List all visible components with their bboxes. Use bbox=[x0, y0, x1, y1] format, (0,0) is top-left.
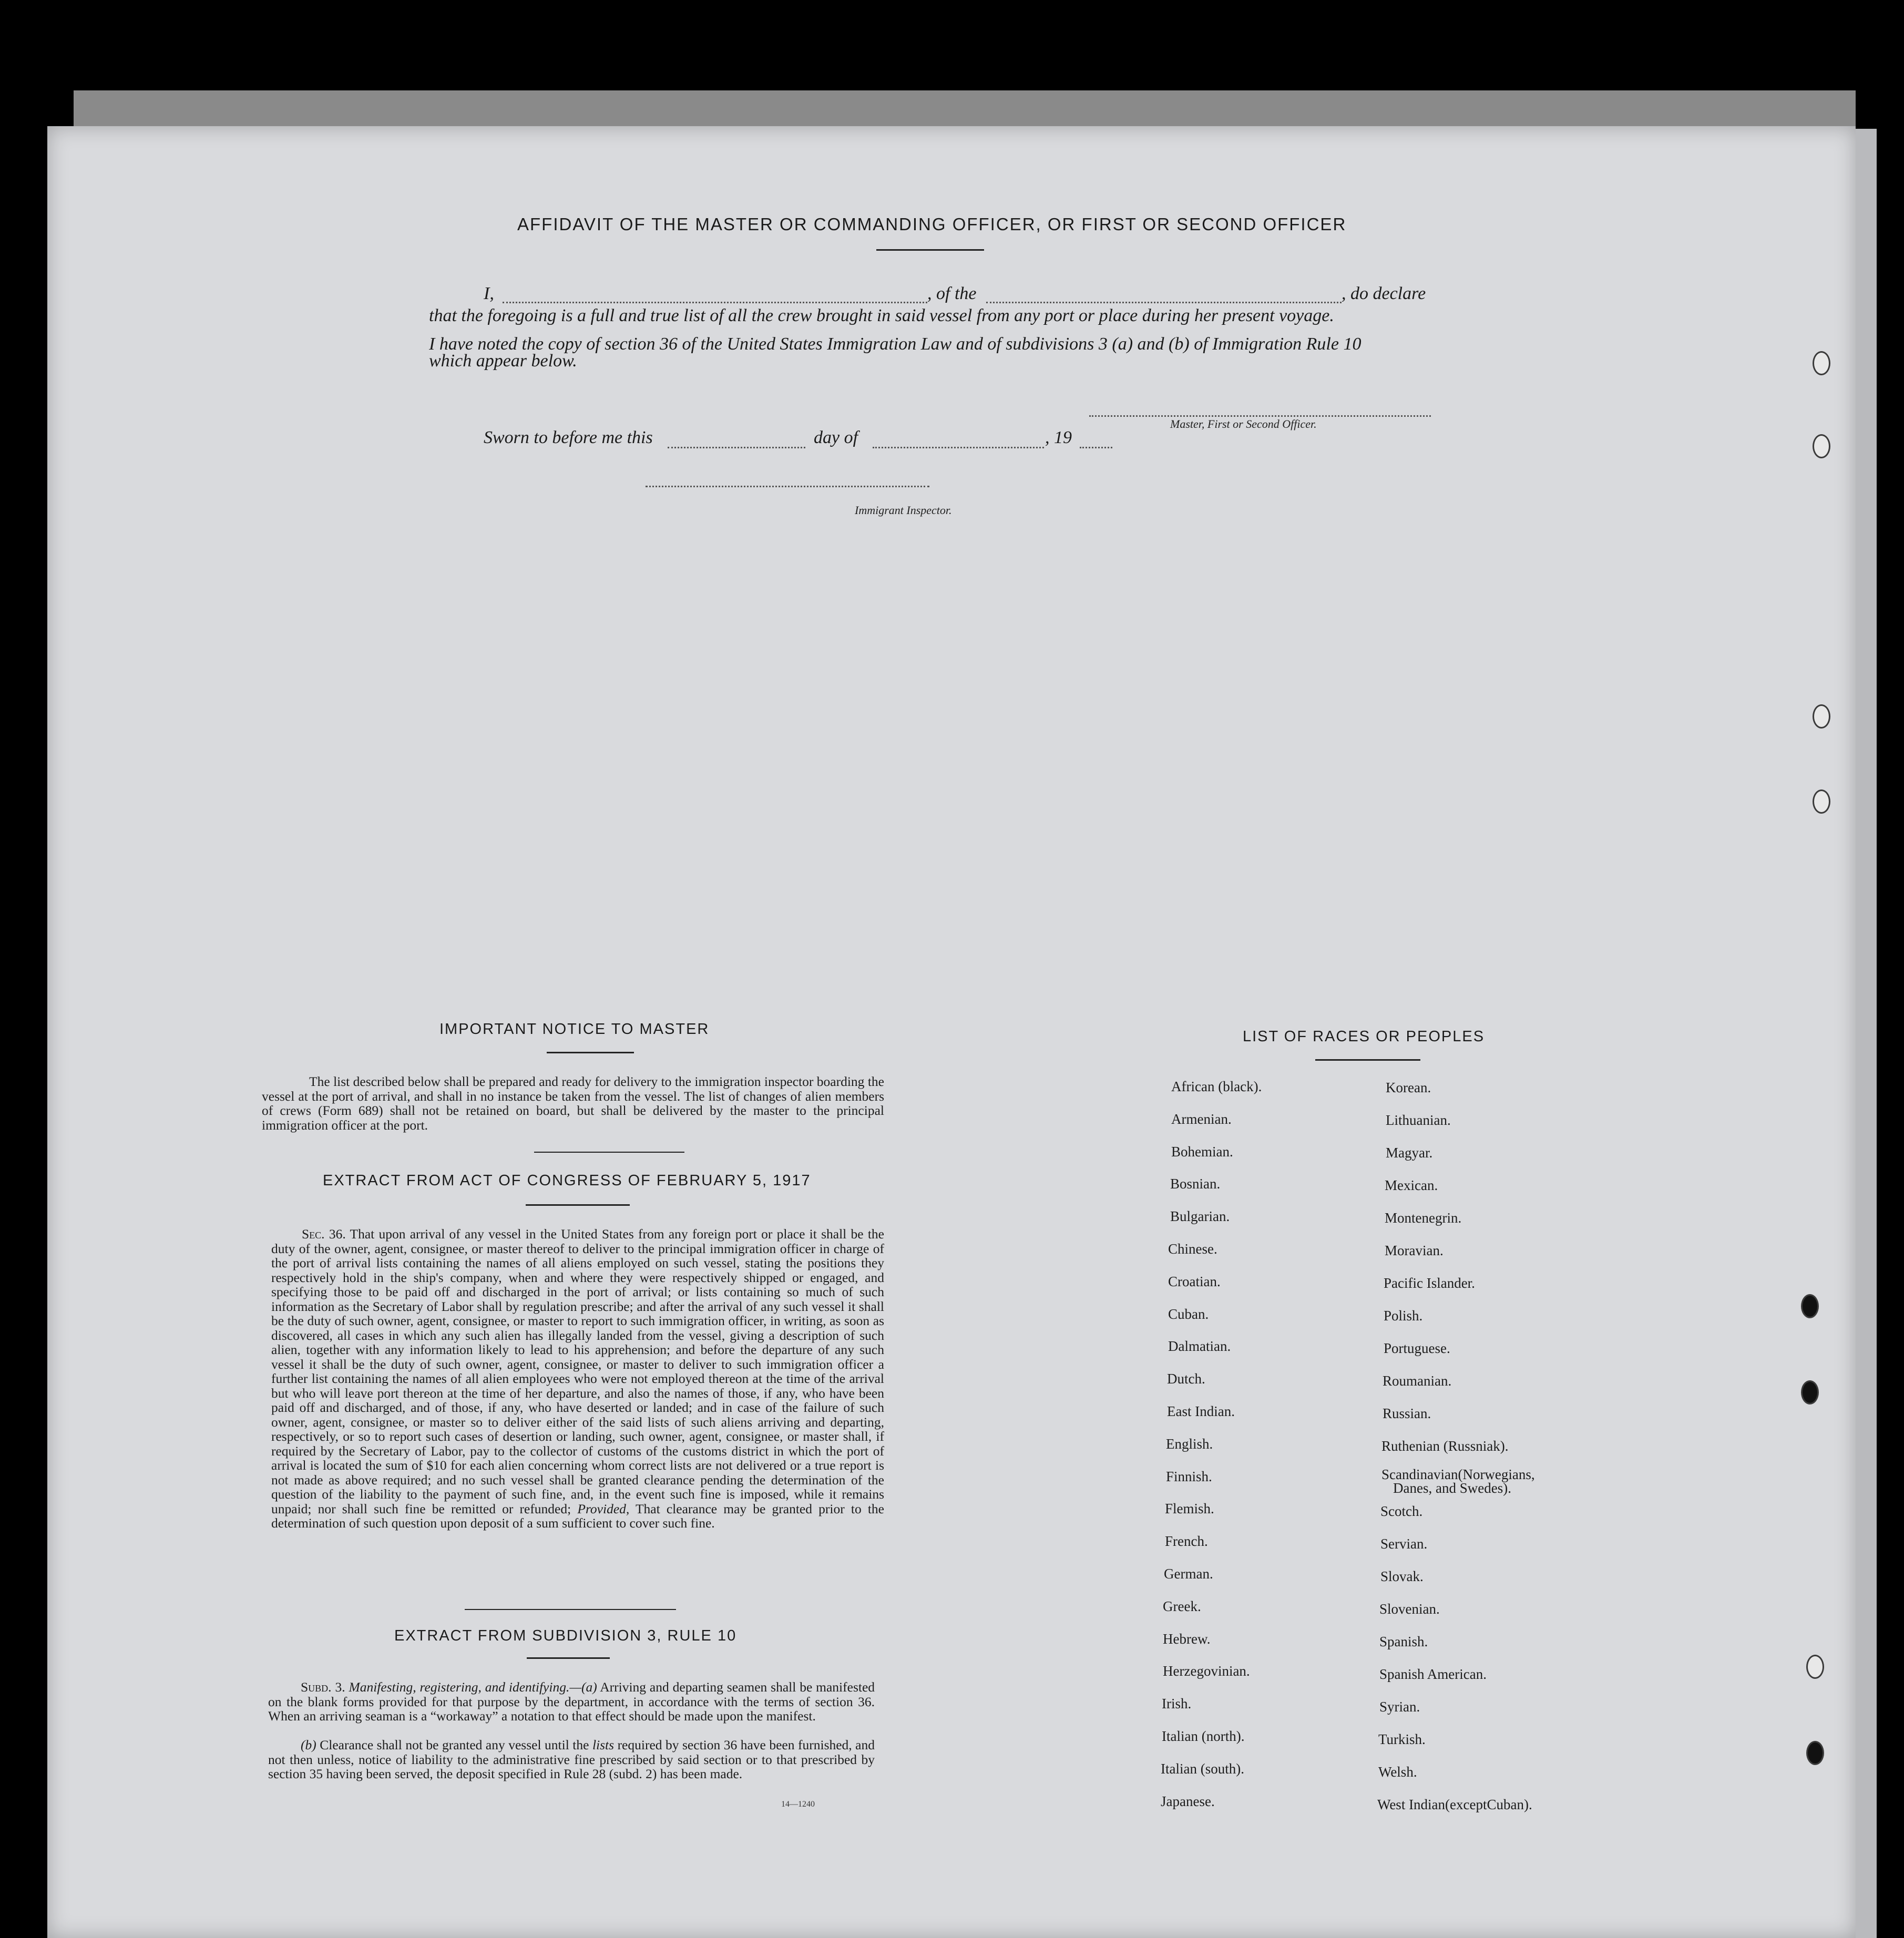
race-item: African (black). bbox=[1171, 1079, 1262, 1094]
race-item: Mexican. bbox=[1385, 1177, 1438, 1193]
race-item: Bohemian. bbox=[1171, 1144, 1233, 1160]
race-item: Slovak. bbox=[1380, 1568, 1424, 1584]
sworn-year: , 19 bbox=[1045, 428, 1072, 447]
race-item: Croatian. bbox=[1168, 1274, 1221, 1289]
rule-para-a bbox=[268, 1680, 875, 1724]
race-item: Moravian. bbox=[1385, 1243, 1444, 1258]
affidavit-line-4: which appear below. bbox=[429, 351, 577, 371]
race-item: Spanish. bbox=[1379, 1634, 1428, 1649]
races-underline bbox=[1315, 1059, 1420, 1061]
race-item: Italian (north). bbox=[1162, 1728, 1245, 1744]
race-item: Slovenian. bbox=[1379, 1601, 1440, 1617]
race-item: Montenegrin. bbox=[1385, 1210, 1462, 1226]
binder-hole bbox=[1813, 351, 1830, 375]
sec-36-text: That upon arrival of any vessel in the United States from any foreign port or place it shall be the duty of the owner, agent, consignee, or master thereof to deliver to the principal immigration officer in charge of the port of arrival lists containing the names of all aliens employed on such vessel, stating the positions they respectively hold in the ship's company, when and where they were respectively shipped or engaged, and specifying those to be paid off and discharged in the port of arrival; or lists containing so much of such information as the Secretary of Labor shall by regulation prescribe; and after the arrival of any such vessel it shall be the duty of such owner, agent, consignee, or master to report to such immigration officer, in writing, as soon as discovered, all cases in which any such alien has illegally landed from the vessel, giving a description of such alien, together with any information likely to lead to his apprehension; and before the departure of any such vessel it shall be the duty of such owner, agent, consignee, or master to deliver to such immigration officer a further list containing the names of all alien employees who were not employed thereon at the time of the arrival but who will leave port thereon at the time of her departure, and also the names of those, if any, who have been paid off and discharged, and of those, if any, who have deserted or landed; and in case of the failure of such owner, agent, consignee, or master so to deliver either of the said lists of such aliens arriving and departing, respectively, or so to report such cases of desertion or landing, such owner, agent, consignee, or master shall, if required by the Secretary of Labor, pay to the collector of customs of the customs district in which the port of arrival is located the sum of $10 for each alien concerning whom correct lists are not delivered or a true report is not made as above required; and no such vessel shall be granted clearance pending the determination of the question of the liability to the payment of such fine, and, in the event such fine is imposed, while it remains unpaid; nor shall such fine be remitted or refunded; bbox=[271, 1226, 884, 1516]
race-item: Servian. bbox=[1380, 1536, 1428, 1552]
race-item: Bulgarian. bbox=[1170, 1208, 1230, 1224]
race-item: Scotch. bbox=[1380, 1503, 1423, 1519]
race-item: Lithuanian. bbox=[1386, 1112, 1451, 1128]
race-item: Finnish. bbox=[1166, 1469, 1212, 1484]
sec-label: Sec. 36. bbox=[302, 1226, 346, 1242]
rule-para-b bbox=[268, 1738, 875, 1781]
race-item: Spanish American. bbox=[1379, 1666, 1487, 1682]
section-divider bbox=[534, 1152, 684, 1153]
race-item: Chinese. bbox=[1168, 1241, 1217, 1257]
document-sheet bbox=[47, 126, 1856, 1938]
race-item: Turkish. bbox=[1378, 1731, 1426, 1747]
race-item: Japanese. bbox=[1161, 1793, 1215, 1809]
para-b-text-2: required by section 36 have been furnished, and not then unless, notice of liability to the administrative fine prescribed by said section or to that prescribed by section 35 having been served, the deposit specified in Rule 28 (subd. 2) has been made. bbox=[268, 1737, 875, 1781]
race-item: Irish. bbox=[1162, 1696, 1192, 1711]
provided-text: That clearance may be granted prior to the determination of such question upon deposit of a sum sufficient to cover such fine. bbox=[271, 1501, 884, 1531]
sworn-day-of: day of bbox=[814, 428, 858, 447]
race-item: Welsh. bbox=[1378, 1764, 1417, 1780]
rule-underline bbox=[527, 1657, 610, 1659]
sheet-right-edge bbox=[1856, 129, 1877, 1938]
notice-underline bbox=[547, 1052, 634, 1053]
binder-hole bbox=[1806, 1655, 1824, 1679]
race-item: Danes, and Swedes). bbox=[1393, 1480, 1511, 1496]
vessel-blank[interactable] bbox=[986, 302, 1342, 303]
subd-heading: Manifesting, registering, and identifying.—(a) bbox=[349, 1679, 597, 1695]
race-item: Magyar. bbox=[1386, 1145, 1433, 1161]
race-item: East Indian. bbox=[1167, 1403, 1235, 1419]
race-item: Russian. bbox=[1383, 1406, 1431, 1421]
form-number: 14—1240 bbox=[781, 1800, 815, 1809]
race-item: Greek. bbox=[1163, 1598, 1201, 1614]
subd-label: Subd. 3. bbox=[301, 1679, 345, 1695]
affidavit-line-3: I have noted the copy of section 36 of the United States Immigration Law and of subdivisions 3 (a) and (b) of Immigration Rule 10 bbox=[429, 334, 1362, 354]
race-item: West Indian(exceptCuban). bbox=[1377, 1797, 1532, 1812]
inspector-caption: Immigrant Inspector. bbox=[855, 504, 952, 517]
affidavit-of-the: , of the bbox=[927, 284, 977, 303]
section-divider bbox=[465, 1609, 676, 1610]
binder-hole bbox=[1801, 1380, 1819, 1404]
race-item: Herzegovinian. bbox=[1163, 1663, 1250, 1679]
signature-caption: Master, First or Second Officer. bbox=[1170, 417, 1317, 430]
sworn-day-blank[interactable] bbox=[668, 447, 805, 448]
sworn-year-blank[interactable] bbox=[1080, 447, 1112, 448]
race-item: Portuguese. bbox=[1384, 1340, 1450, 1356]
race-item: Hebrew. bbox=[1163, 1631, 1211, 1647]
sworn-month-blank[interactable] bbox=[873, 447, 1044, 448]
binder-hole bbox=[1806, 1741, 1824, 1765]
race-item: Ruthenian (Russniak). bbox=[1381, 1438, 1509, 1454]
race-item: Dalmatian. bbox=[1168, 1338, 1231, 1354]
subd-para-a-text: Arriving and departing seamen shall be manifested on the blank forms provided for that purpose by the department, in accordance with the terms of section 36. When an arriving seaman is a “workaway” a notation to that effect should be made upon the manifest. bbox=[268, 1679, 875, 1724]
act-text bbox=[271, 1227, 884, 1531]
sworn-prefix: Sworn to before me this bbox=[484, 428, 653, 447]
race-item: Bosnian. bbox=[1170, 1176, 1221, 1192]
race-item: Pacific Islander. bbox=[1384, 1275, 1475, 1291]
para-b-label: (b) bbox=[301, 1737, 316, 1752]
race-item: Roumanian. bbox=[1383, 1373, 1452, 1389]
race-item: German. bbox=[1164, 1566, 1213, 1582]
inspector-signature-blank[interactable] bbox=[646, 486, 929, 487]
race-item: Flemish. bbox=[1165, 1501, 1214, 1516]
affidavit-i: I, bbox=[484, 284, 494, 303]
name-blank[interactable] bbox=[503, 302, 927, 303]
binder-hole bbox=[1813, 789, 1830, 814]
race-item: Syrian. bbox=[1379, 1699, 1420, 1715]
affidavit-title: AFFIDAVIT OF THE MASTER OR COMMANDING OFFICER, OR FIRST OR SECOND OFFICER bbox=[517, 214, 1347, 234]
para-b-text-1: Clearance shall not be granted any vessel until the bbox=[320, 1737, 589, 1752]
races-title: LIST OF RACES OR PEOPLES bbox=[1243, 1028, 1485, 1045]
signature-blank[interactable] bbox=[1089, 415, 1431, 417]
binder-hole bbox=[1813, 704, 1830, 729]
rule-title: EXTRACT FROM SUBDIVISION 3, RULE 10 bbox=[394, 1627, 737, 1644]
affidavit-declare: , do declare bbox=[1342, 284, 1426, 303]
provided-label: Provided, bbox=[577, 1501, 630, 1516]
race-item: Italian (south). bbox=[1161, 1761, 1244, 1777]
affidavit-line-2: that the foregoing is a full and true list of all the crew brought in said vessel from any port or place during her present voyage. bbox=[429, 306, 1334, 325]
binder-hole bbox=[1801, 1294, 1819, 1318]
title-underline bbox=[876, 249, 984, 251]
race-item: English. bbox=[1166, 1436, 1213, 1452]
race-item: Armenian. bbox=[1171, 1111, 1232, 1127]
notice-title: IMPORTANT NOTICE TO MASTER bbox=[439, 1021, 710, 1038]
binder-hole bbox=[1813, 434, 1830, 458]
para-b-lists: lists bbox=[592, 1737, 615, 1752]
act-title: EXTRACT FROM ACT OF CONGRESS OF FEBRUARY 5, 1917 bbox=[323, 1172, 811, 1189]
race-item: Dutch. bbox=[1167, 1371, 1205, 1387]
race-item: French. bbox=[1165, 1533, 1208, 1549]
race-item: Scandinavian(Norwegians, bbox=[1381, 1467, 1535, 1482]
race-item: Korean. bbox=[1386, 1080, 1431, 1095]
act-underline bbox=[526, 1204, 630, 1206]
race-item: Polish. bbox=[1384, 1308, 1423, 1324]
notice-text: The list described below shall be prepared and ready for delivery to the immigration inspector boarding the vessel at the port of arrival, and shall in no instance be taken from the vessel. The list of changes of alien members of crews (Form 689) shall not be retained on board, but shall be delivered by the master to the principal immigration officer at the port. bbox=[262, 1074, 884, 1133]
race-item: Cuban. bbox=[1168, 1306, 1209, 1322]
